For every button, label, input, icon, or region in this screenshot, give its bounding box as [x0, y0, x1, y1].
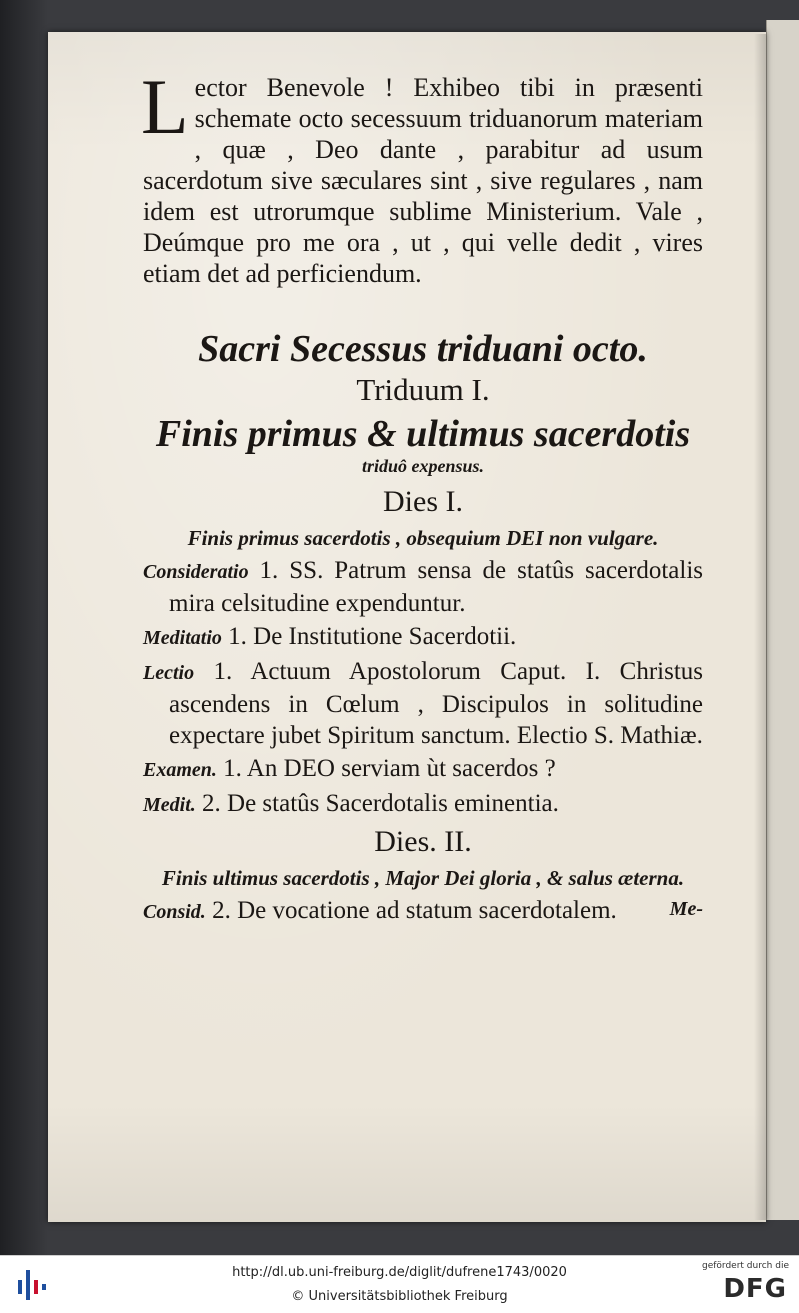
dfg-logo: DFG [723, 1274, 787, 1304]
entry-examen-1 [143, 753, 703, 786]
finis-heading: Finis primus & ultimus sacerdotis [155, 413, 691, 455]
entry-text: De Institutione Sacerdotii. [253, 623, 517, 650]
entry-text: Actuum Apostolorum Caput. I. Christus ascendens in Cœlum , Discipulos in solitudine expectare jubet Spiritum sanctum. Electio S. Mathiæ. [169, 658, 703, 749]
entry-lead: Lectio [143, 662, 195, 684]
entry-lead: Examen. [143, 759, 217, 781]
dies-1-subheading: Finis primus sacerdotis , obsequium DEI non vulgare. [187, 526, 659, 550]
dies-2-subheading: Finis ultimus sacerdotis , Major Dei gloria , & salus æterna. [161, 866, 685, 890]
entry-text: SS. Patrum sensa de statûs sacerdotalis mira celsitudine expenduntur. [169, 557, 704, 617]
entry-text: De vocatione ad statum sacerdotalem. [237, 897, 617, 924]
intro-text: ector Benevole ! Exhibeo tibi in præsenti schemate octo secessuum triduanorum materiam , quæ , Deo dante , parabitur ad usum sacerdotum sive sæculares sint , sive regulares , nam idem est utrorumque sublime Ministerium. Vale , Deúmque pro me ora , ut , qui velle dedit , vires etiam det ad perficiendum. [143, 73, 703, 288]
permalink-url[interactable]: http://dl.ub.uni-freiburg.de/diglit/dufrene1743/0020 [232, 1265, 567, 1280]
triduum-heading: Triduum I. [356, 372, 490, 407]
page-gutter-shadow [754, 34, 766, 1220]
finis-subheading: triduô expensus. [361, 456, 485, 476]
page-text [141, 63, 704, 924]
entry-lead: Meditatio [143, 627, 222, 649]
facing-page-edge [766, 20, 799, 1220]
entry-text: De statûs Sacerdotalis eminentia. [227, 790, 559, 817]
entry-number: 1. [259, 557, 279, 584]
book-page [48, 32, 766, 1222]
page-edge-shadow [0, 0, 48, 1255]
entry-number: 1. [223, 755, 242, 782]
entry-lead: Medit. [143, 794, 196, 816]
entry-number: 1. [213, 658, 233, 685]
dies-1-heading: Dies I. [383, 485, 463, 518]
dies-2-heading: Dies. II. [374, 825, 472, 858]
entry-lead: Consideratio [143, 561, 249, 583]
entry-lead: Consid. [143, 901, 206, 923]
entry-consideratio-1 [143, 555, 703, 619]
viewer-footer [0, 1255, 799, 1313]
entry-number: 2. [212, 897, 231, 924]
intro-paragraph [141, 63, 703, 289]
catchword: Me- [669, 898, 703, 920]
entry-text: An DEO serviam ùt sacerdos ? [246, 755, 556, 782]
entry-number: 1. [228, 623, 247, 650]
copyright-notice: © Universitätsbibliothek Freiburg [291, 1289, 508, 1304]
drop-cap: L [141, 63, 189, 150]
entry-number: 2. [202, 790, 221, 817]
main-title: Sacri Secessus triduani octo. [198, 328, 648, 370]
entry-meditatio-2 [143, 788, 703, 821]
entry-lectio-1 [143, 656, 703, 751]
funding-note: gefördert durch die [702, 1261, 789, 1271]
entry-meditatio-1 [143, 621, 703, 654]
